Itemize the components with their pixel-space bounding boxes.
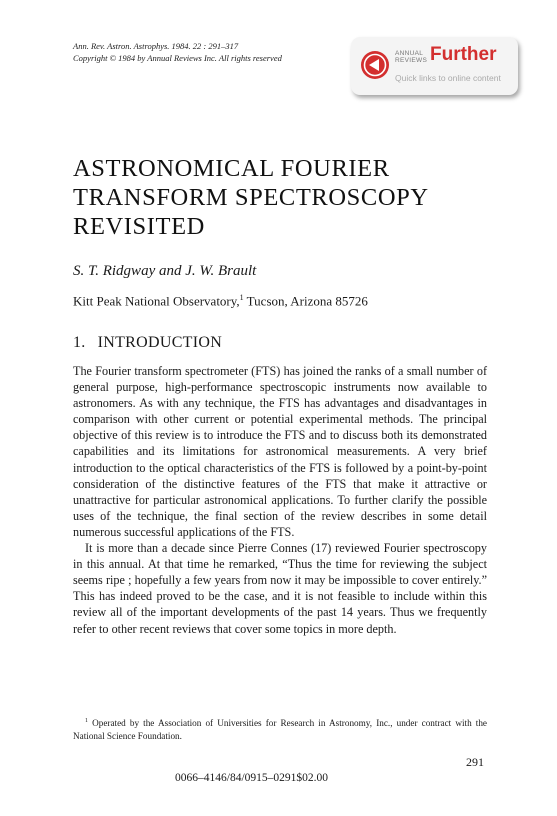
annual-reviews-brand [395, 50, 427, 64]
affiliation-institution: Kitt Peak National Observatory, [73, 293, 240, 309]
article-title [73, 154, 493, 241]
section-number: 1. [73, 334, 86, 351]
banner-tagline: Quick links to online content [395, 73, 501, 83]
further-label: Further [430, 44, 497, 65]
copyright-line: Copyright © 1984 by Annual Reviews Inc. All rights reserved [73, 53, 282, 63]
journal-citation: Ann. Rev. Astron. Astrophys. 1984. 22 : 291–317 [73, 41, 239, 51]
title-line: ASTRONOMICAL FOURIER [73, 155, 390, 182]
footnote-number: 1 [85, 718, 88, 724]
play-back-circle-icon [360, 50, 390, 80]
title-line: REVISITED [73, 213, 205, 240]
footnote-marker: 1 [239, 293, 244, 302]
section-title: INTRODUCTION [97, 334, 223, 351]
article-authors: S. T. Ridgway and J. W. Brault [73, 263, 257, 279]
section-heading [73, 334, 222, 352]
title-line: TRANSFORM SPECTROSCOPY [73, 184, 429, 211]
brand-line-2: REVIEWS [395, 57, 428, 64]
journal-header [73, 40, 282, 64]
further-reading-banner[interactable] [351, 37, 518, 95]
paragraph: The Fourier transform spectrometer (FTS) has joined the ranks of a small number of general purpose, high-performance spectroscopic instruments now available to astronomers. As with any technique, the FTS has advantages and disadvantages in comparison with other current or potential experimental methods. The principal objective of this review is to introduce the FTS and to discuss both its demonstrated capabilities and its limitations for astronomical measurements. A very brief introduction to the optical characteristics of the FTS is followed by a point-by-point consideration of the distinctive features of the FTS that make it attractive or unattractive for particular astronomical applications. To further clarify the possible uses of the technique, the final section of the review describes in some detail numerous successful applications of the FTS. [73, 364, 487, 539]
document-code: 0066–4146/84/0915–0291$02.00 [175, 772, 329, 784]
page-number: 291 [466, 755, 484, 769]
footnote-text: Operated by the Association of Universities for Research in Astronomy, Inc., under contract with the National Science Foundation. [73, 718, 487, 742]
paragraph: It is more than a decade since Pierre Connes (17) reviewed Fourier spectroscopy in this annual. At that time he remarked, “Thus the time for reviewing the subject seems ripe ; hopefully a few years from now it may be impossible to cover entirely.” This has indeed proved to be the case, and it is not feasible to include within this review all of the important developments of the past 14 years. Thus we frequently refer to other recent reviews that cover some topics in more depth. [73, 541, 487, 636]
footnote [73, 715, 487, 743]
body-text [73, 363, 487, 637]
affiliation-location: Tucson, Arizona 85726 [243, 293, 368, 309]
brand-line-1: ANNUAL [395, 50, 424, 57]
author-affiliation [73, 293, 368, 309]
